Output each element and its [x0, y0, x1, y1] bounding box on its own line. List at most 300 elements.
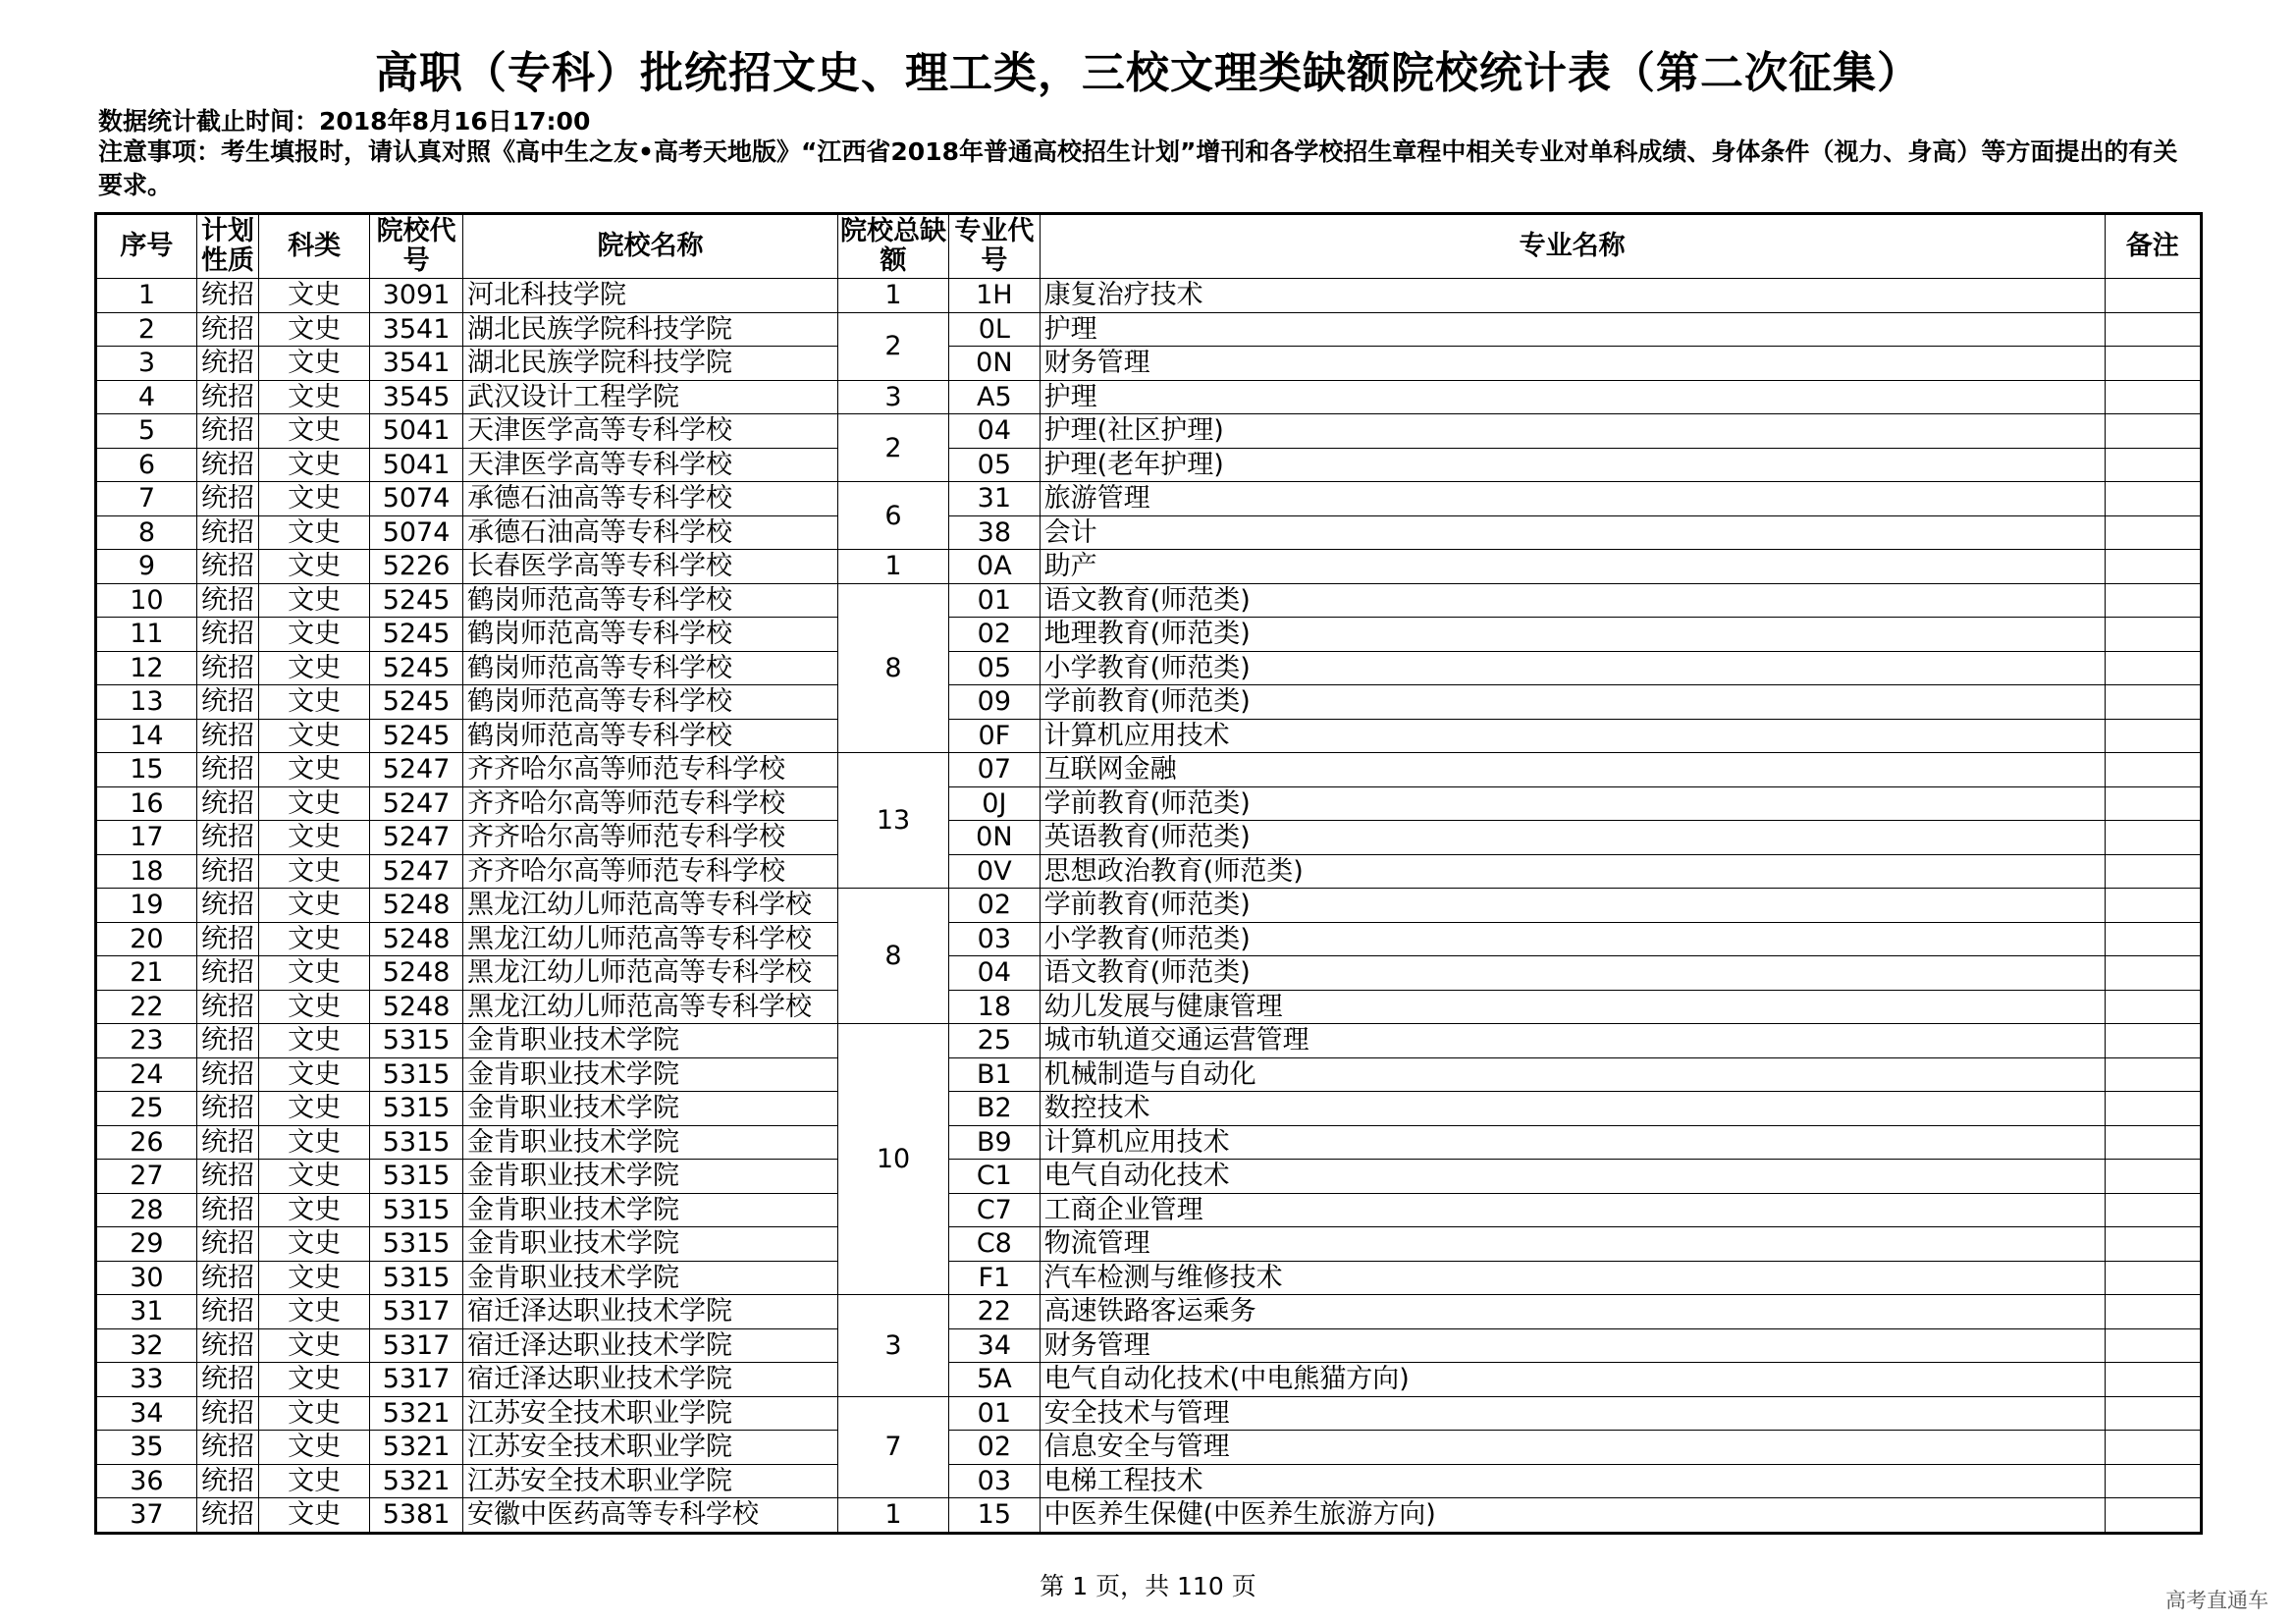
cell-school-name: 江苏安全技术职业学院 [463, 1431, 838, 1465]
cell-major-name: 护理(老年护理) [1040, 448, 2105, 482]
cell-plan: 统招 [196, 1328, 258, 1363]
cell-category: 文史 [259, 448, 370, 482]
cell-category: 文史 [259, 1396, 370, 1431]
cell-plan: 统招 [196, 482, 258, 516]
cell-remark [2105, 990, 2201, 1024]
cell-remark [2105, 515, 2201, 550]
cell-major-name: 幼儿发展与健康管理 [1040, 990, 2105, 1024]
cell-plan: 统招 [196, 821, 258, 855]
cell-category: 文史 [259, 1498, 370, 1534]
cell-school-code: 5245 [370, 583, 463, 618]
cell-major-code: 05 [949, 651, 1041, 685]
cell-seq: 37 [96, 1498, 197, 1534]
cell-plan: 统招 [196, 1431, 258, 1465]
cell-seq: 25 [96, 1092, 197, 1126]
cell-major-code: 18 [949, 990, 1041, 1024]
cell-remark [2105, 1193, 2201, 1227]
page-footer: 第 1 页，共 110 页 [1040, 1572, 1256, 1600]
header-seq: 序号 [96, 214, 197, 279]
cell-seq: 2 [96, 312, 197, 347]
cell-school-code: 5245 [370, 651, 463, 685]
cell-seq: 16 [96, 786, 197, 821]
cell-school-name: 齐齐哈尔高等师范专科学校 [463, 854, 838, 889]
cell-major-name: 小学教育(师范类) [1040, 922, 2105, 956]
cell-plan: 统招 [196, 956, 258, 991]
cell-major-name: 电梯工程技术 [1040, 1464, 2105, 1498]
cell-plan: 统招 [196, 347, 258, 381]
cell-school-name: 金肯职业技术学院 [463, 1125, 838, 1160]
cell-school-code: 5315 [370, 1024, 463, 1058]
cell-school-code: 5315 [370, 1092, 463, 1126]
cell-major-code: 01 [949, 1396, 1041, 1431]
cell-plan: 统招 [196, 1024, 258, 1058]
cell-plan: 统招 [196, 854, 258, 889]
cell-major-code: B2 [949, 1092, 1041, 1126]
cell-total-shortage: 3 [838, 1295, 949, 1397]
cell-school-code: 5315 [370, 1261, 463, 1295]
cell-school-code: 5315 [370, 1057, 463, 1092]
cell-seq: 27 [96, 1160, 197, 1194]
cell-remark [2105, 448, 2201, 482]
cell-category: 文史 [259, 719, 370, 753]
cell-major-code: F1 [949, 1261, 1041, 1295]
cell-category: 文史 [259, 347, 370, 381]
table-row [96, 414, 2202, 449]
cell-plan: 统招 [196, 515, 258, 550]
cell-major-code: 15 [949, 1498, 1041, 1534]
cell-remark [2105, 583, 2201, 618]
cell-category: 文史 [259, 1193, 370, 1227]
cell-major-name: 护理 [1040, 312, 2105, 347]
cell-major-name: 助产 [1040, 550, 2105, 584]
cell-seq: 1 [96, 279, 197, 313]
cell-category: 文史 [259, 1431, 370, 1465]
cell-school-code: 5247 [370, 786, 463, 821]
cell-major-name: 中医养生保健(中医养生旅游方向) [1040, 1498, 2105, 1534]
cell-major-name: 汽车检测与维修技术 [1040, 1261, 2105, 1295]
cell-seq: 11 [96, 618, 197, 652]
cell-school-name: 宿迁泽达职业技术学院 [463, 1328, 838, 1363]
table-row [96, 651, 2202, 685]
cell-school-name: 金肯职业技术学院 [463, 1024, 838, 1058]
cell-seq: 19 [96, 889, 197, 923]
cell-major-name: 康复治疗技术 [1040, 279, 2105, 313]
cell-major-code: 1H [949, 279, 1041, 313]
cell-major-code: 0A [949, 550, 1041, 584]
shortage-table [94, 212, 2203, 1535]
cell-school-code: 3091 [370, 279, 463, 313]
table-row [96, 550, 2202, 584]
cell-major-code: 5A [949, 1363, 1041, 1397]
cell-plan: 统招 [196, 753, 258, 787]
cell-school-code: 5317 [370, 1295, 463, 1329]
cell-school-code: 5248 [370, 990, 463, 1024]
cell-school-name: 湖北民族学院科技学院 [463, 312, 838, 347]
cell-major-name: 学前教育(师范类) [1040, 685, 2105, 720]
cell-seq: 29 [96, 1227, 197, 1262]
cell-seq: 26 [96, 1125, 197, 1160]
cell-plan: 统招 [196, 1227, 258, 1262]
cell-remark [2105, 482, 2201, 516]
cell-school-name: 天津医学高等专科学校 [463, 448, 838, 482]
cell-remark [2105, 1160, 2201, 1194]
cell-seq: 7 [96, 482, 197, 516]
cell-major-name: 旅游管理 [1040, 482, 2105, 516]
cell-seq: 9 [96, 550, 197, 584]
cell-school-name: 金肯职业技术学院 [463, 1193, 838, 1227]
cell-seq: 4 [96, 380, 197, 414]
cell-total-shortage: 8 [838, 583, 949, 753]
table-row [96, 922, 2202, 956]
cell-seq: 18 [96, 854, 197, 889]
cell-major-code: 03 [949, 1464, 1041, 1498]
cell-school-code: 5315 [370, 1193, 463, 1227]
table-row [96, 956, 2202, 991]
cell-school-code: 5041 [370, 414, 463, 449]
cell-remark [2105, 753, 2201, 787]
cell-category: 文史 [259, 414, 370, 449]
cell-remark [2105, 956, 2201, 991]
cell-plan: 统招 [196, 448, 258, 482]
table-row [96, 515, 2202, 550]
cell-category: 文史 [259, 482, 370, 516]
deadline-text: 数据统计截止时间：2018年8月16日17:00 [98, 107, 591, 135]
cell-remark [2105, 279, 2201, 313]
cell-remark [2105, 685, 2201, 720]
cell-total-shortage: 1 [838, 1498, 949, 1534]
cell-school-code: 5248 [370, 889, 463, 923]
cell-major-code: A5 [949, 380, 1041, 414]
cell-remark [2105, 1295, 2201, 1329]
cell-plan: 统招 [196, 1498, 258, 1534]
cell-category: 文史 [259, 1261, 370, 1295]
cell-school-code: 5247 [370, 854, 463, 889]
cell-school-code: 3541 [370, 312, 463, 347]
header-remark: 备注 [2105, 214, 2201, 279]
cell-major-code: 0L [949, 312, 1041, 347]
cell-school-name: 鹤岗师范高等专科学校 [463, 651, 838, 685]
cell-category: 文史 [259, 651, 370, 685]
cell-school-name: 江苏安全技术职业学院 [463, 1396, 838, 1431]
cell-school-name: 金肯职业技术学院 [463, 1227, 838, 1262]
cell-total-shortage: 10 [838, 1024, 949, 1295]
cell-plan: 统招 [196, 1125, 258, 1160]
cell-school-name: 黑龙江幼儿师范高等专科学校 [463, 889, 838, 923]
table-row [96, 583, 2202, 618]
cell-remark [2105, 1092, 2201, 1126]
cell-plan: 统招 [196, 786, 258, 821]
cell-school-name: 江苏安全技术职业学院 [463, 1464, 838, 1498]
cell-category: 文史 [259, 583, 370, 618]
cell-school-name: 宿迁泽达职业技术学院 [463, 1363, 838, 1397]
cell-remark [2105, 1057, 2201, 1092]
cell-major-code: B1 [949, 1057, 1041, 1092]
cell-category: 文史 [259, 1363, 370, 1397]
cell-remark [2105, 414, 2201, 449]
cell-school-code: 5248 [370, 956, 463, 991]
cell-category: 文史 [259, 1125, 370, 1160]
cell-remark [2105, 1498, 2201, 1534]
cell-plan: 统招 [196, 380, 258, 414]
cell-major-name: 英语教育(师范类) [1040, 821, 2105, 855]
cell-school-code: 5245 [370, 618, 463, 652]
cell-remark [2105, 1125, 2201, 1160]
table-row [96, 1024, 2202, 1058]
cell-major-code: 0V [949, 854, 1041, 889]
cell-plan: 统招 [196, 312, 258, 347]
header-major-code: 专业代号 [949, 214, 1041, 279]
cell-category: 文史 [259, 1328, 370, 1363]
cell-school-code: 5317 [370, 1363, 463, 1397]
cell-school-name: 长春医学高等专科学校 [463, 550, 838, 584]
cell-plan: 统招 [196, 1363, 258, 1397]
cell-category: 文史 [259, 753, 370, 787]
header-total-shortage: 院校总缺额 [838, 214, 949, 279]
cell-remark [2105, 1328, 2201, 1363]
cell-plan: 统招 [196, 1261, 258, 1295]
cell-plan: 统招 [196, 1396, 258, 1431]
cell-major-name: 小学教育(师范类) [1040, 651, 2105, 685]
cell-major-code: B9 [949, 1125, 1041, 1160]
notice-text: 注意事项：考生填报时，请认真对照《高中生之友•高考天地版》“江西省2018年普通高校招生计划”增刊和各学校招生章程中相关专业对单科成绩、身体条件（视力、身高）等方面提出的有关要求。 [98, 137, 2178, 199]
cell-remark [2105, 550, 2201, 584]
cell-major-name: 护理(社区护理) [1040, 414, 2105, 449]
header-category: 科类 [259, 214, 370, 279]
cell-category: 文史 [259, 312, 370, 347]
table-row [96, 1363, 2202, 1397]
cell-school-name: 鹤岗师范高等专科学校 [463, 618, 838, 652]
cell-total-shortage: 1 [838, 550, 949, 584]
table-row [96, 1295, 2202, 1329]
cell-remark [2105, 786, 2201, 821]
cell-major-code: 02 [949, 889, 1041, 923]
cell-remark [2105, 380, 2201, 414]
cell-seq: 36 [96, 1464, 197, 1498]
cell-seq: 17 [96, 821, 197, 855]
cell-total-shortage: 13 [838, 753, 949, 889]
table-row [96, 1160, 2202, 1194]
cell-remark [2105, 618, 2201, 652]
table-row [96, 1498, 2202, 1534]
cell-seq: 14 [96, 719, 197, 753]
cell-school-code: 5317 [370, 1328, 463, 1363]
cell-school-name: 金肯职业技术学院 [463, 1261, 838, 1295]
table-header-row [96, 214, 2202, 279]
cell-seq: 20 [96, 922, 197, 956]
cell-plan: 统招 [196, 685, 258, 720]
cell-category: 文史 [259, 1227, 370, 1262]
cell-category: 文史 [259, 854, 370, 889]
cell-school-code: 5226 [370, 550, 463, 584]
cell-school-name: 鹤岗师范高等专科学校 [463, 685, 838, 720]
cell-plan: 统招 [196, 1057, 258, 1092]
cell-seq: 28 [96, 1193, 197, 1227]
cell-remark [2105, 922, 2201, 956]
cell-major-name: 财务管理 [1040, 347, 2105, 381]
cell-seq: 34 [96, 1396, 197, 1431]
cell-school-name: 湖北民族学院科技学院 [463, 347, 838, 381]
cell-major-code: 07 [949, 753, 1041, 787]
cell-seq: 22 [96, 990, 197, 1024]
cell-remark [2105, 1024, 2201, 1058]
cell-category: 文史 [259, 515, 370, 550]
cell-remark [2105, 1261, 2201, 1295]
cell-major-code: C1 [949, 1160, 1041, 1194]
cell-plan: 统招 [196, 651, 258, 685]
cell-category: 文史 [259, 279, 370, 313]
cell-major-name: 电气自动化技术(中电熊猫方向) [1040, 1363, 2105, 1397]
cell-remark [2105, 1227, 2201, 1262]
cell-major-name: 学前教育(师范类) [1040, 786, 2105, 821]
cell-school-code: 5321 [370, 1464, 463, 1498]
cell-major-code: 0J [949, 786, 1041, 821]
cell-major-name: 计算机应用技术 [1040, 1125, 2105, 1160]
cell-school-name: 承德石油高等专科学校 [463, 515, 838, 550]
cell-total-shortage: 8 [838, 889, 949, 1024]
cell-major-name: 会计 [1040, 515, 2105, 550]
cell-school-code: 5247 [370, 821, 463, 855]
cell-category: 文史 [259, 618, 370, 652]
cell-major-code: 04 [949, 414, 1041, 449]
cell-plan: 统招 [196, 1464, 258, 1498]
cell-category: 文史 [259, 380, 370, 414]
table-row [96, 1092, 2202, 1126]
table-row [96, 1193, 2202, 1227]
table-row [96, 990, 2202, 1024]
table-row [96, 1396, 2202, 1431]
cell-school-name: 黑龙江幼儿师范高等专科学校 [463, 990, 838, 1024]
cell-school-name: 鹤岗师范高等专科学校 [463, 583, 838, 618]
cell-major-code: 0N [949, 347, 1041, 381]
cell-school-name: 承德石油高等专科学校 [463, 482, 838, 516]
cell-school-code: 5041 [370, 448, 463, 482]
cell-category: 文史 [259, 956, 370, 991]
cell-seq: 6 [96, 448, 197, 482]
cell-school-code: 5074 [370, 482, 463, 516]
cell-category: 文史 [259, 1024, 370, 1058]
table-row [96, 1227, 2202, 1262]
cell-category: 文史 [259, 1092, 370, 1126]
cell-total-shortage: 3 [838, 380, 949, 414]
table-row [96, 821, 2202, 855]
cell-total-shortage: 1 [838, 279, 949, 313]
cell-major-name: 语文教育(师范类) [1040, 583, 2105, 618]
cell-remark [2105, 889, 2201, 923]
cell-plan: 统招 [196, 1193, 258, 1227]
cell-category: 文史 [259, 1160, 370, 1194]
cell-school-code: 5315 [370, 1227, 463, 1262]
cell-total-shortage: 2 [838, 312, 949, 380]
cell-category: 文史 [259, 786, 370, 821]
cell-remark [2105, 854, 2201, 889]
cell-school-name: 天津医学高等专科学校 [463, 414, 838, 449]
cell-major-code: 02 [949, 1431, 1041, 1465]
cell-plan: 统招 [196, 279, 258, 313]
cell-school-name: 齐齐哈尔高等师范专科学校 [463, 786, 838, 821]
table-row [96, 889, 2202, 923]
cell-school-code: 5247 [370, 753, 463, 787]
cell-seq: 35 [96, 1431, 197, 1465]
cell-plan: 统招 [196, 922, 258, 956]
cell-category: 文史 [259, 922, 370, 956]
cell-school-name: 黑龙江幼儿师范高等专科学校 [463, 922, 838, 956]
cell-seq: 23 [96, 1024, 197, 1058]
cell-school-name: 武汉设计工程学院 [463, 380, 838, 414]
cell-seq: 5 [96, 414, 197, 449]
cell-school-name: 齐齐哈尔高等师范专科学校 [463, 821, 838, 855]
table-row [96, 380, 2202, 414]
cell-major-name: 地理教育(师范类) [1040, 618, 2105, 652]
cell-school-code: 5248 [370, 922, 463, 956]
table-row [96, 1057, 2202, 1092]
cell-seq: 13 [96, 685, 197, 720]
cell-major-name: 财务管理 [1040, 1328, 2105, 1363]
cell-total-shortage: 7 [838, 1396, 949, 1498]
cell-category: 文史 [259, 1464, 370, 1498]
table-row [96, 719, 2202, 753]
cell-school-name: 鹤岗师范高等专科学校 [463, 719, 838, 753]
table-row [96, 448, 2202, 482]
cell-major-name: 电气自动化技术 [1040, 1160, 2105, 1194]
cell-major-code: 0F [949, 719, 1041, 753]
cell-major-name: 语文教育(师范类) [1040, 956, 2105, 991]
cell-remark [2105, 651, 2201, 685]
cell-remark [2105, 1396, 2201, 1431]
cell-major-name: 信息安全与管理 [1040, 1431, 2105, 1465]
cell-major-name: 安全技术与管理 [1040, 1396, 2105, 1431]
header-school-code: 院校代号 [370, 214, 463, 279]
cell-school-name: 宿迁泽达职业技术学院 [463, 1295, 838, 1329]
cell-remark [2105, 1431, 2201, 1465]
table-row [96, 347, 2202, 381]
cell-plan: 统招 [196, 1160, 258, 1194]
cell-seq: 10 [96, 583, 197, 618]
cell-major-code: C8 [949, 1227, 1041, 1262]
cell-category: 文史 [259, 550, 370, 584]
cell-school-name: 齐齐哈尔高等师范专科学校 [463, 753, 838, 787]
cell-school-code: 5381 [370, 1498, 463, 1534]
cell-category: 文史 [259, 889, 370, 923]
cell-major-code: 02 [949, 618, 1041, 652]
cell-school-name: 安徽中医药高等专科学校 [463, 1498, 838, 1534]
cell-major-code: 05 [949, 448, 1041, 482]
cell-school-code: 5315 [370, 1125, 463, 1160]
cell-remark [2105, 1464, 2201, 1498]
cell-major-code: C7 [949, 1193, 1041, 1227]
table-row [96, 685, 2202, 720]
table-body [96, 279, 2202, 1534]
cell-seq: 8 [96, 515, 197, 550]
cell-school-name: 金肯职业技术学院 [463, 1057, 838, 1092]
cell-major-name: 互联网金融 [1040, 753, 2105, 787]
cell-plan: 统招 [196, 990, 258, 1024]
cell-school-code: 5074 [370, 515, 463, 550]
cell-school-code: 5245 [370, 685, 463, 720]
cell-plan: 统招 [196, 889, 258, 923]
cell-seq: 24 [96, 1057, 197, 1092]
cell-plan: 统招 [196, 719, 258, 753]
cell-seq: 12 [96, 651, 197, 685]
cell-plan: 统招 [196, 550, 258, 584]
table-row [96, 1464, 2202, 1498]
cell-major-name: 思想政治教育(师范类) [1040, 854, 2105, 889]
cell-major-code: 03 [949, 922, 1041, 956]
header-plan: 计划性质 [196, 214, 258, 279]
cell-major-name: 工商企业管理 [1040, 1193, 2105, 1227]
cell-school-code: 5321 [370, 1431, 463, 1465]
cell-school-code: 5321 [370, 1396, 463, 1431]
cell-major-name: 学前教育(师范类) [1040, 889, 2105, 923]
